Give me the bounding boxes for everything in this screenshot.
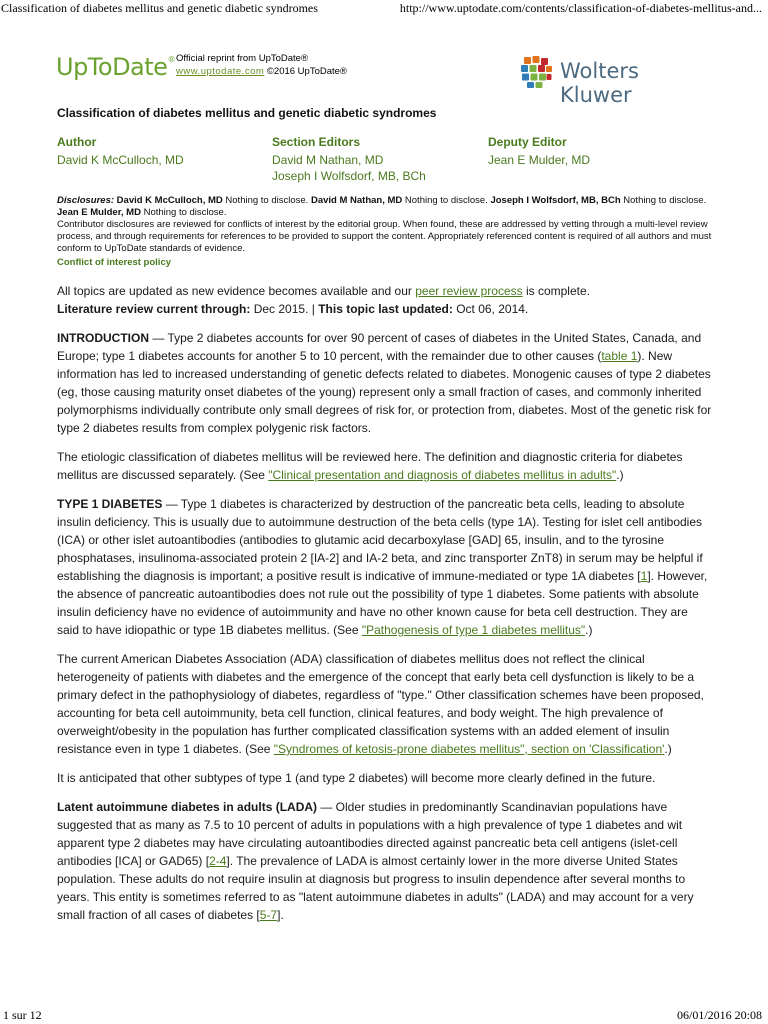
paragraph-text: — Type 1 diabetes is characterized by destruction of the pancreatic beta cells, leading to absolute insulin deficiency. This is usually due to autoimmune destruction of the beta cells (type 1A). Testing for islet cell antibodies (ICA) or other islet autoantibodies (antibodies to glutamic acid decarboxylase [GAD] 65, insulin, and to the tyrosine phosphatases, insulinoma-associated protein 2 [IA-2] and IA-2 beta, and zinc transporter ZnT8) in serum may be helpful if establishing the diagnosis is important; a positive result is indicative of immune-mediated or type 1A diabetes [ (57, 497, 703, 583)
section-heading: Latent autoimmune diabetes in adults (LADA) (57, 800, 318, 814)
reprint-line: Official reprint from UpToDate® (176, 53, 308, 64)
author-heading: Author (57, 135, 97, 149)
literature-review-label: Literature review current through: (57, 302, 251, 316)
print-footer (0, 1004, 768, 1024)
section-editor-name[interactable]: David M Nathan, MD (272, 153, 384, 167)
uptodate-site-link[interactable]: www.uptodate.com (176, 66, 265, 77)
review-dates (57, 300, 713, 318)
deputy-editor-heading: Deputy Editor (488, 135, 567, 149)
type1-paragraph (57, 495, 713, 639)
wolters-kluwer-globe-icon (518, 54, 554, 90)
contributors (57, 135, 713, 195)
etiologic-paragraph (57, 448, 713, 484)
ada-paragraph (57, 650, 713, 758)
lada-paragraph (57, 798, 713, 924)
topic-link[interactable]: "Syndromes of ketosis-prone diabetes mellitus", section on 'Classification' (273, 742, 665, 756)
table-link[interactable]: table 1 (601, 349, 638, 363)
last-updated-value: Oct 06, 2014. (452, 302, 529, 316)
print-datetime: 06/01/2016 20:08 (676, 1008, 762, 1022)
update-notice (57, 282, 713, 300)
print-header-title: Classification of diabetes mellitus and genetic diabetic syndromes (1, 1, 318, 15)
reference-link[interactable]: 2-4 (209, 854, 227, 868)
peer-review-link[interactable]: peer review process (415, 284, 523, 298)
reference-link[interactable]: 1 (640, 569, 648, 583)
subtypes-paragraph: It is anticipated that other subtypes of type 1 (and type 2 diabetes) will become more clearly defined in the future. (57, 771, 656, 785)
paragraph-text: .) (616, 468, 624, 482)
reference-link[interactable]: 5-7 (259, 908, 278, 922)
wolters-kluwer-text: Wolters Kluwer (560, 59, 639, 107)
paragraph-text: ). New information has led to increased understanding of genetic defects related to diabetes. Monogenic causes of type 2 diabetes (eg, those causing maturity onset diabetes of the young) represent only a small fraction of cases, and commonly inherited polymorphisms individually contribute only small degrees of risk for, or protection from, diabetes. Most of the genetic risk for type 2 diabetes results from complex polygenic risk factors. (57, 349, 712, 435)
disclosure-text: Nothing to disclose. (402, 195, 491, 206)
print-header (0, 0, 768, 18)
literature-review-value: Dec 2015. | (250, 302, 319, 316)
paragraph-text: ]. The prevalence of LADA is almost certainly lower in the more diverse United States population. These adults do not require insulin at diagnosis but progress to insulin dependence after several months to years. This entity is sometimes referred to as "latent autoimmune diabetes in adults" (LADA) and may account for a very small fraction of all cases of diabetes [ (57, 854, 694, 922)
update-text: All topics are updated as new evidence becomes available and our (57, 284, 416, 298)
disclosure-name: Jean E Mulder, MD (57, 207, 141, 218)
deputy-editor-column (488, 135, 590, 168)
paragraph-text: — Older studies in predominantly Scandinavian populations have suggested that as many as 7.5 to 10 percent of adults in populations with a high prevalence of type 1 diabetes and wit apparent type 2 diabetes may have circulating autoantibodies directed against pancreatic beta cell antigens (islet-cell antibodies [ICA] or GAD65) [ (57, 800, 683, 868)
disclosure-name: David K McCulloch, MD (116, 195, 223, 206)
author-name[interactable]: David K McCulloch, MD (57, 153, 184, 167)
paragraph-text: ]. However, the absence of pancreatic autoantibodies does not rule out the possibility of type 1 diabetes. Some patients with absolute insulin deficiency have no evidence of autoimmunity and have no other known cause for beta cell destruction. They are said to have idiopathic or type 1B diabetes mellitus. (See (57, 569, 708, 637)
disclosures (57, 195, 713, 269)
paragraph-text: ]. (277, 908, 284, 922)
disclosure-name: David M Nathan, MD (310, 195, 403, 206)
paragraph-text: The current American Diabetes Association (ADA) classification of diabetes mellitus does not reflect the clinical heterogeneity of patients with diabetes and the emergence of the concept that early beta cell dysfunction is likely to be a primary defect in the pathophysiology of diabetes, regardless of "type." Other classification schemes have been proposed, accounting for beta cell autoimmunity, beta cell function, clinical features, and body weight. The high prevalence of overweight/obesity in the population has further complicated classification systems with an added element of insulin resistance even in type 1 diabetes. (See (57, 652, 704, 756)
section-editor-name[interactable]: Joseph I Wolfsdorf, MB, BCh (272, 169, 426, 183)
conflict-of-interest-link[interactable]: Conflict of interest policy (57, 257, 172, 268)
uptodate-logo-text: UpToDate (56, 53, 168, 81)
disclosure-name: Joseph I Wolfsdorf, MB, BCh (490, 195, 621, 206)
section-editors-heading: Section Editors (272, 135, 361, 149)
brand-bar (56, 48, 708, 107)
article-title: Classification of diabetes mellitus and genetic diabetic syndromes (57, 106, 437, 120)
section-editors-column (272, 135, 426, 184)
section-heading: TYPE 1 DIABETES (57, 497, 163, 511)
print-header-url: http://www.uptodate.com/contents/classification-of-diabetes-mellitus-and... (399, 1, 762, 15)
uptodate-logo[interactable] (56, 53, 175, 81)
disclosure-text: Nothing to disclose. (140, 207, 227, 218)
author-column (57, 135, 184, 168)
paragraph-text: .) (664, 742, 672, 756)
disclosure-text: Nothing to disclose. (620, 195, 707, 206)
uptodate-logo-mark: ® (167, 55, 175, 64)
article-body (57, 282, 713, 924)
topic-link[interactable]: "Pathogenesis of type 1 diabetes mellitus" (361, 623, 586, 637)
topic-link[interactable]: "Clinical presentation and diagnosis of diabetes mellitus in adults" (268, 468, 617, 482)
deputy-editor-name[interactable]: Jean E Mulder, MD (488, 153, 591, 167)
article-content (57, 106, 713, 935)
disclosures-label: Disclosures: (57, 195, 115, 206)
paragraph-text: — Type 2 diabetes accounts for over 90 percent of cases of diabetes in the United States, Canada, and Europe; type 1 diabetes accounts for another 5 to 10 percent, with the remainder due to other causes ( (57, 331, 702, 363)
disclosure-review-text: Contributor disclosures are reviewed for conflicts of interest by the editorial group. When found, these are addressed by vetting through a multi-level review process, and through requirements for references to be provided to support the content. Appropriately referenced content is required of all authors and must conform to UpToDate standards of evidence. (57, 219, 712, 254)
paragraph-text: The etiologic classification of diabetes mellitus will be reviewed here. The definition and diagnostic criteria for diabetes mellitus are discussed separately. (See (57, 450, 683, 482)
paragraph-text: .) (585, 623, 593, 637)
last-updated-label: This topic last updated: (318, 302, 453, 316)
update-text: is complete. (522, 284, 590, 298)
section-heading: INTRODUCTION (57, 331, 149, 345)
disclosure-text: Nothing to disclose. (222, 195, 311, 206)
page-number: 1 sur 12 (3, 1008, 42, 1022)
reprint-notice (176, 52, 347, 78)
reprint-copyright: ©2016 UpToDate® (266, 66, 347, 77)
introduction-paragraph (57, 329, 713, 437)
wolters-kluwer-logo (518, 48, 708, 107)
